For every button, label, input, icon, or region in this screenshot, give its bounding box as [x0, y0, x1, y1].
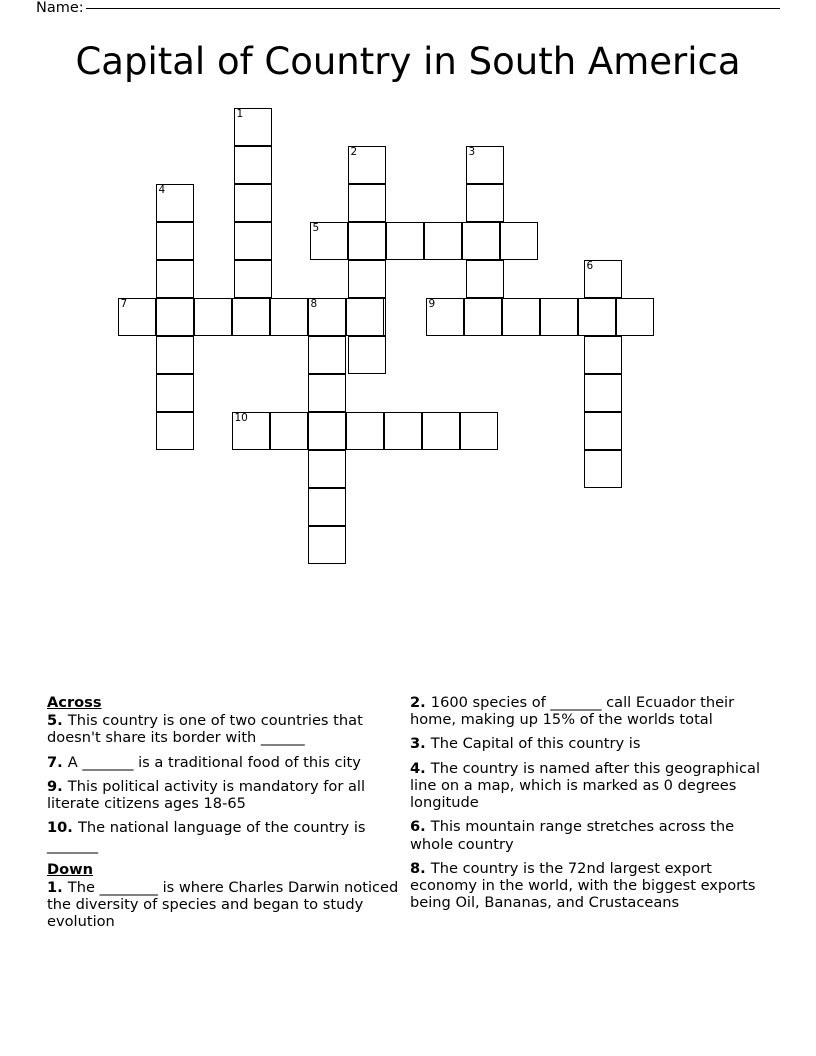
cell-number: 2: [350, 146, 358, 158]
clue-number: 10.: [47, 819, 78, 837]
clue-item-8: [410, 860, 770, 912]
grid-cell[interactable]: [348, 260, 386, 298]
grid-cell[interactable]: [616, 298, 654, 336]
grid-cell-2[interactable]: [348, 146, 386, 184]
cell-number: 3: [468, 146, 476, 158]
grid-cell[interactable]: [346, 412, 384, 450]
grid-cell[interactable]: [386, 222, 424, 260]
grid-cell[interactable]: [460, 412, 498, 450]
grid-cell[interactable]: [194, 298, 232, 336]
clue-number: 2.: [410, 694, 431, 711]
clue-item-7: [47, 754, 407, 771]
clue-item-4: [410, 760, 770, 812]
grid-cell[interactable]: [348, 222, 386, 260]
clue-text: The country is named after this geographical line on a map, which is marked as 0 degrees longitude: [410, 759, 760, 812]
clue-text: A _______ is a traditional food of this city: [67, 753, 361, 771]
grid-cell[interactable]: [578, 298, 616, 336]
name-label: Name:: [36, 0, 84, 16]
cell-number: 6: [586, 260, 594, 272]
clue-text: This country is one of two countries that doesn't share its border with ______: [47, 712, 363, 747]
grid-cell-7[interactable]: [118, 298, 156, 336]
clue-item-6: [410, 818, 770, 852]
grid-cell[interactable]: [308, 374, 346, 412]
grid-cell-1[interactable]: [234, 108, 272, 146]
grid-cell[interactable]: [384, 412, 422, 450]
grid-cell[interactable]: [466, 260, 504, 298]
grid-cell[interactable]: [422, 412, 460, 450]
grid-cell[interactable]: [308, 336, 346, 374]
grid-cell[interactable]: [156, 260, 194, 298]
grid-cell[interactable]: [348, 184, 386, 222]
page-title: Capital of Country in South America: [75, 40, 741, 83]
grid-cell[interactable]: [308, 488, 346, 526]
clue-number: 1.: [47, 878, 68, 896]
grid-cell[interactable]: [234, 222, 272, 260]
grid-cell[interactable]: [270, 298, 308, 336]
grid-cell[interactable]: [156, 412, 194, 450]
grid-cell[interactable]: [156, 298, 194, 336]
grid-cell[interactable]: [466, 184, 504, 222]
grid-cell[interactable]: [500, 222, 538, 260]
clue-item-3: [410, 735, 770, 752]
grid-cell[interactable]: [232, 298, 270, 336]
cell-number: 8: [310, 298, 318, 310]
grid-cell[interactable]: [234, 146, 272, 184]
grid-cell[interactable]: [584, 374, 622, 412]
grid-cell[interactable]: [234, 260, 272, 298]
clue-text: The ________ is where Charles Darwin noticed the diversity of species and began to study evolution: [47, 878, 399, 931]
cell-number: 4: [158, 184, 166, 196]
clue-number: 9.: [47, 777, 68, 795]
grid-cell[interactable]: [424, 222, 462, 260]
cell-number: 10: [234, 412, 248, 424]
grid-cell[interactable]: [270, 412, 308, 450]
clue-number: 4.: [410, 759, 431, 777]
clue-number: 8.: [410, 859, 431, 877]
clue-text: 1600 species of _______ call Ecuador their home, making up 15% of the worlds total: [410, 694, 735, 729]
clues-column-right: [410, 694, 770, 918]
grid-cell[interactable]: [462, 222, 500, 260]
clue-number: 7.: [47, 753, 68, 771]
grid-cell[interactable]: [502, 298, 540, 336]
grid-cell[interactable]: [540, 298, 578, 336]
grid-cell[interactable]: [346, 298, 384, 336]
grid-cell[interactable]: [584, 336, 622, 374]
grid-cell-6[interactable]: [584, 260, 622, 298]
grid-cell[interactable]: [308, 412, 346, 450]
grid-cell-4[interactable]: [156, 184, 194, 222]
grid-cell[interactable]: [156, 222, 194, 260]
grid-cell-9[interactable]: [426, 298, 464, 336]
clue-text: The national language of the country is _______: [47, 819, 366, 854]
cell-number: 5: [312, 222, 320, 234]
clue-number: 5.: [47, 712, 68, 730]
grid-cell[interactable]: [308, 526, 346, 564]
cell-number: 1: [236, 108, 244, 120]
grid-cell-3[interactable]: [466, 146, 504, 184]
grid-cell[interactable]: [348, 336, 386, 374]
clues-heading-across: Across: [47, 694, 102, 711]
cell-number: 9: [428, 298, 436, 310]
clue-item-1: [47, 879, 407, 931]
grid-cell-8[interactable]: [308, 298, 346, 336]
grid-cell-5[interactable]: [310, 222, 348, 260]
grid-cell[interactable]: [464, 298, 502, 336]
clues-column-left: [47, 694, 407, 938]
clues-heading-down: Down: [47, 860, 94, 878]
cell-number: 7: [120, 298, 128, 310]
grid-cell[interactable]: [156, 374, 194, 412]
clue-number: 3.: [410, 735, 431, 753]
grid-cell[interactable]: [156, 336, 194, 374]
grid-cell[interactable]: [584, 450, 622, 488]
clue-item-2: [410, 694, 770, 728]
clue-item-10: [47, 819, 407, 853]
clue-text: This mountain range stretches across the whole country: [410, 818, 735, 853]
grid-cell[interactable]: [234, 184, 272, 222]
clue-text: The country is the 72nd largest export economy in the world, with the biggest exports being Oil, Bananas, and Crustaceans: [410, 859, 756, 912]
clue-item-5: [47, 712, 407, 746]
clue-number: 6.: [410, 818, 431, 836]
grid-cell-10[interactable]: [232, 412, 270, 450]
grid-cell[interactable]: [584, 412, 622, 450]
grid-cell[interactable]: [308, 450, 346, 488]
clue-item-9: [47, 778, 407, 812]
clues-section: [0, 694, 816, 984]
clue-text: The Capital of this country is: [430, 735, 641, 753]
clue-text: This political activity is mandatory for all literate citizens ages 18-65: [47, 777, 366, 813]
